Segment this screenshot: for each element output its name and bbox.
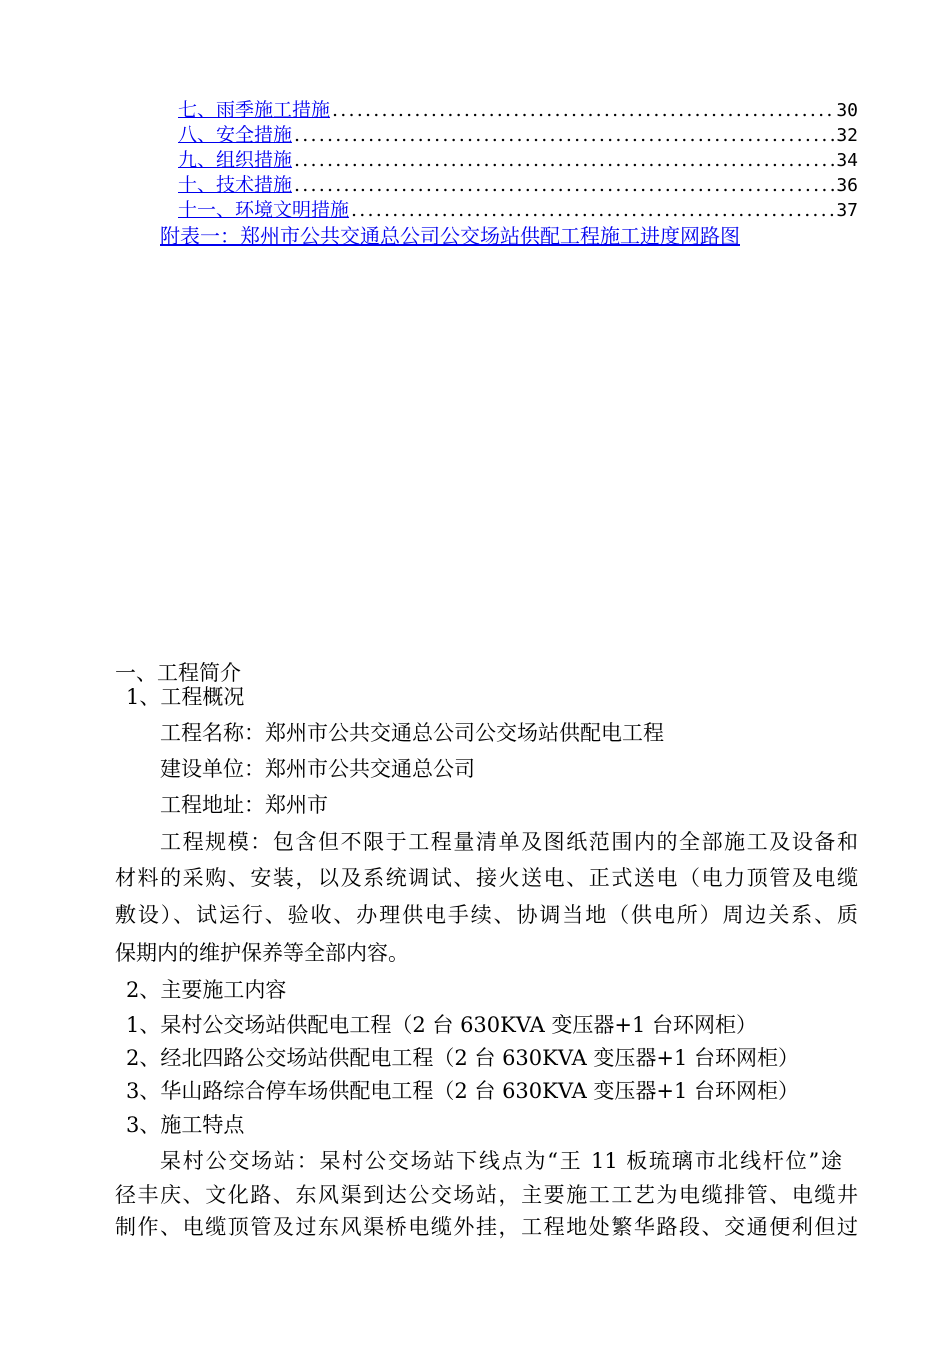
toc-entry-page: 37 xyxy=(836,200,858,221)
toc-entry[interactable] xyxy=(178,148,858,173)
paragraph-line: 材料的采购、安装，以及系统调试、接火送电、正式送电（电力顶管及电缆 xyxy=(115,866,858,890)
toc-leader-dots xyxy=(294,148,834,173)
project-name: 工程名称：郑州市公共交通总公司公交场站供配电工程 xyxy=(160,721,664,745)
paragraph-line: 杲村公交场站：杲村公交场站下线点为“王 11 板琉璃市北线杆位”途 xyxy=(160,1149,842,1173)
paragraph-line: 径丰庆、文化路、东风渠到达公交场站，主要施工工艺为电缆排管、电缆井 xyxy=(115,1183,858,1207)
toc-entry[interactable] xyxy=(178,98,858,123)
subsection-heading: 1、工程概况 xyxy=(126,685,245,709)
toc-entry[interactable] xyxy=(178,198,858,223)
toc-entry-label[interactable]: 十一、环境文明措施 xyxy=(178,199,350,221)
toc-entry-page: 32 xyxy=(836,125,858,146)
paragraph-line: 制作、电缆顶管及过东风渠桥电缆外挂，工程地处繁华路段、交通便利但过 xyxy=(115,1215,858,1239)
list-item: 3、华山路综合停车场供配电工程（2 台 630KVA 变压器+1 台环网柜） xyxy=(126,1079,800,1103)
toc-entry-label[interactable]: 十、技术措施 xyxy=(178,174,293,196)
paragraph-line: 工程规模：包含但不限于工程量清单及图纸范围内的全部施工及设备和 xyxy=(160,830,858,854)
toc-entry-page: 34 xyxy=(836,150,858,171)
paragraph-line: 保期内的维护保养等全部内容。 xyxy=(115,941,409,965)
list-item: 1、杲村公交场站供配电工程（2 台 630KVA 变压器+1 台环网柜） xyxy=(126,1013,758,1037)
toc-leader-dots xyxy=(351,198,834,223)
toc-entry-page: 30 xyxy=(836,100,858,121)
toc-leader-dots xyxy=(294,123,834,148)
toc-entry[interactable] xyxy=(178,173,858,198)
toc-entry-label[interactable]: 九、组织措施 xyxy=(178,149,293,171)
client-unit: 建设单位：郑州市公共交通总公司 xyxy=(160,757,475,781)
toc-entry-page: 36 xyxy=(836,175,858,196)
list-item: 2、经北四路公交场站供配电工程（2 台 630KVA 变压器+1 台环网柜） xyxy=(126,1046,800,1070)
section-heading: 一、工程简介 xyxy=(115,661,241,685)
toc-entry[interactable] xyxy=(178,123,858,148)
project-address: 工程地址：郑州市 xyxy=(160,793,328,817)
toc-appendix-link[interactable]: 附表一：郑州市公共交通总公司公交场站供配工程施工进度网路图 xyxy=(160,224,740,248)
toc-entry-label[interactable]: 七、雨季施工措施 xyxy=(178,99,331,121)
paragraph-line: 敷设）、试运行、验收、办理供电手续、协调当地（供电所）周边关系、质 xyxy=(115,903,858,927)
toc-leader-dots xyxy=(294,173,834,198)
toc-entry-label[interactable]: 八、安全措施 xyxy=(178,124,293,146)
toc-leader-dots xyxy=(332,98,834,123)
subsection-heading: 3、施工特点 xyxy=(126,1113,245,1137)
subsection-heading: 2、主要施工内容 xyxy=(126,978,287,1002)
